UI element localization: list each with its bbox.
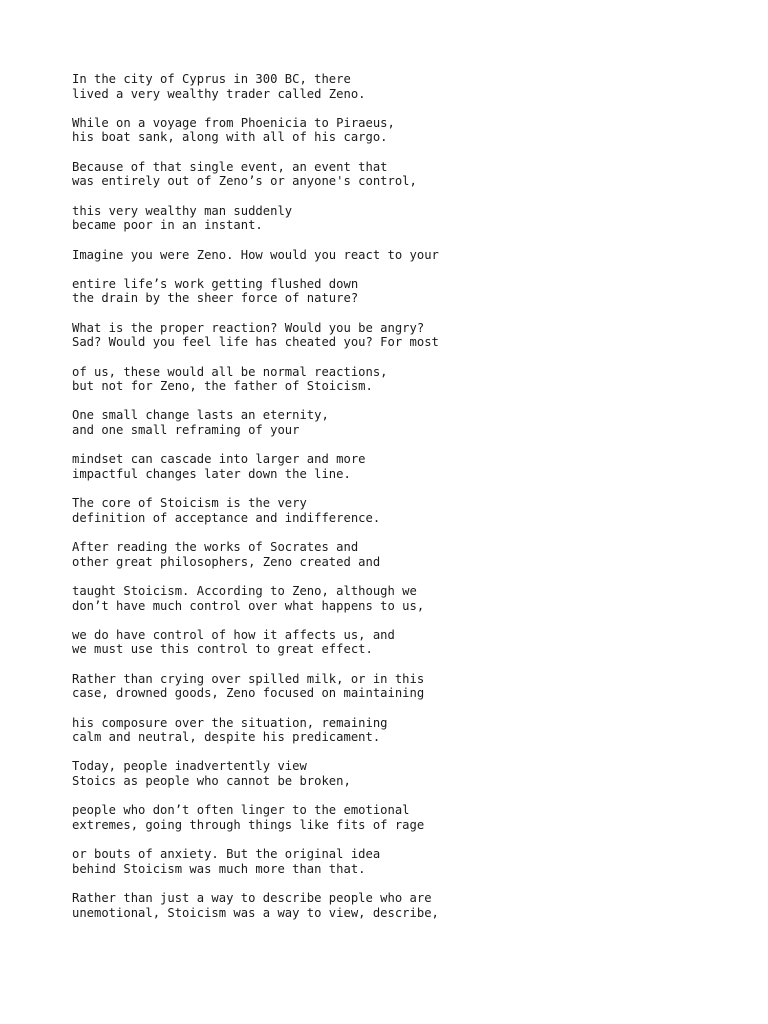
paragraph-10: mindset can cascade into larger and more impactful changes later down the line. — [72, 452, 366, 481]
paragraph-20: Rather than just a way to describe people who are unemotional, Stoicism was a way to view, describe, — [72, 891, 439, 920]
paragraph-18: people who don’t often linger to the emotional extremes, going through things like fits of rage — [72, 803, 425, 832]
paragraph-16: his composure over the situation, remaining calm and neutral, despite his predicament. — [72, 715, 388, 745]
paragraph-17: Today, people inadvertently view Stoics as people who cannot be broken, — [72, 759, 351, 788]
paragraph-4: this very wealthy man suddenly became poor in an instant. — [72, 203, 293, 233]
paragraph-2: While on a voyage from Phoenicia to Piraeus, his boat sank, along with all of his cargo. — [72, 115, 395, 145]
paragraph-9: One small change lasts an eternity, and one small reframing of your — [72, 408, 329, 437]
paragraph-12: After reading the works of Socrates and other great philosophers, Zeno created and — [72, 540, 381, 569]
paragraph-5: Imagine you were Zeno. How would you react to your — [72, 247, 439, 262]
paragraph-11: The core of Stoicism is the very definition of acceptance and indifference. — [72, 496, 381, 525]
paragraph-6: entire life’s work getting flushed down the drain by the sheer force of nature? — [72, 276, 359, 306]
paragraph-8: of us, these would all be normal reactions, but not for Zeno, the father of Stoicism. — [72, 364, 388, 394]
paragraph-19: or bouts of anxiety. But the original idea behind Stoicism was much more than that. — [72, 847, 381, 876]
paragraph-13: taught Stoicism. According to Zeno, although we don’t have much control over what happens to us, — [72, 583, 425, 613]
document-body — [72, 72, 752, 920]
paragraph-1: In the city of Cyprus in 300 BC, there lived a very wealthy trader called Zeno. — [72, 72, 366, 101]
paragraph-15: Rather than crying over spilled milk, or in this case, drowned goods, Zeno focused on maintaining — [72, 671, 425, 701]
paragraph-14: we do have control of how it affects us, and we must use this control to great effect. — [72, 627, 395, 657]
paragraph-7: What is the proper reaction? Would you be angry? Sad? Would you feel life has cheated you? For most — [72, 320, 439, 350]
paragraph-3: Because of that single event, an event that was entirely out of Zeno’s or anyone's control, — [72, 159, 417, 189]
